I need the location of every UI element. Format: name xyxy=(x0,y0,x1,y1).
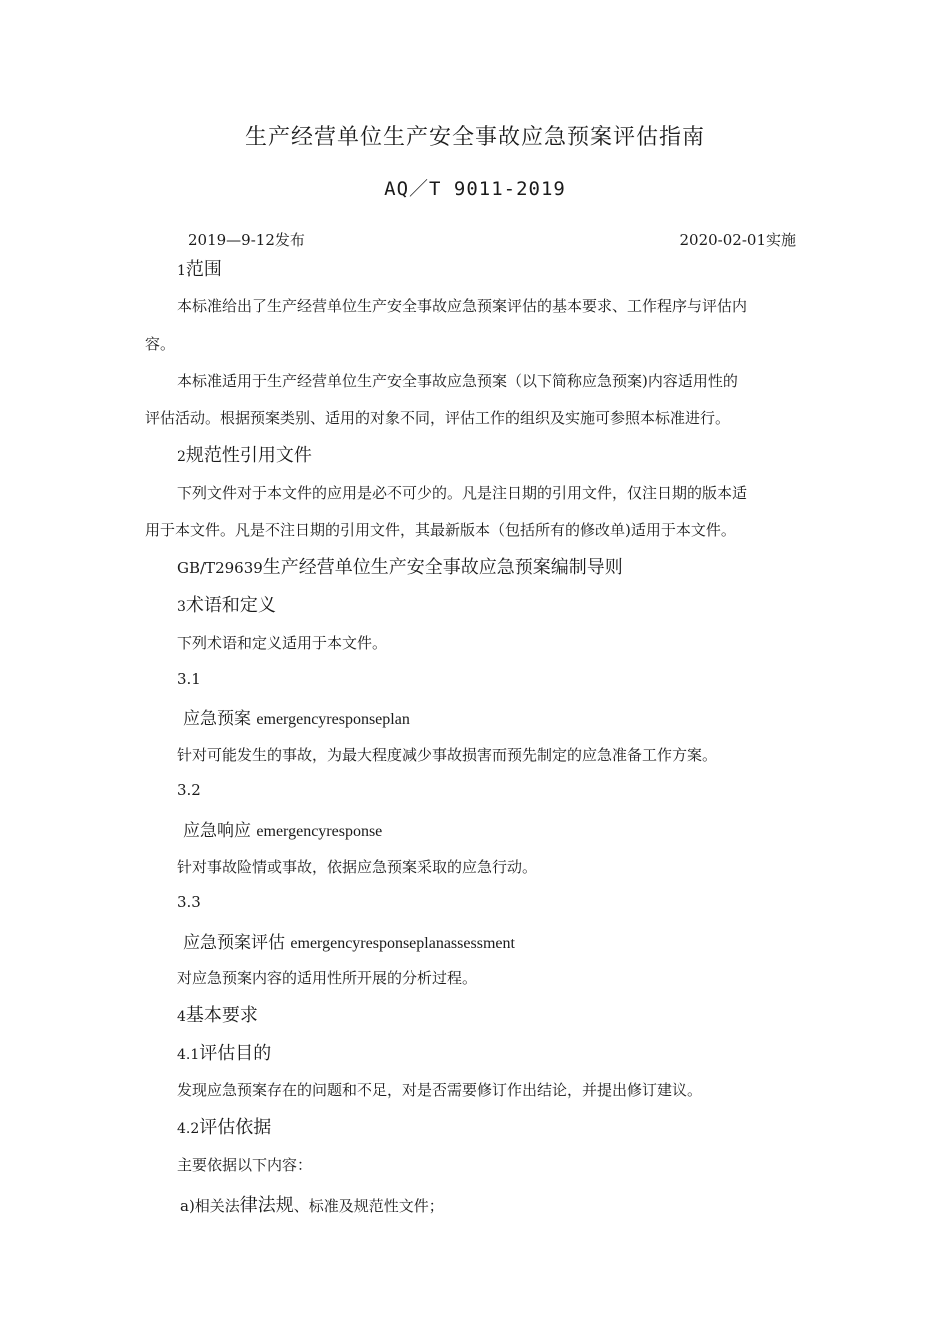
section-number: 2 xyxy=(177,449,186,465)
term-number: 3.3 xyxy=(177,893,201,911)
paragraph-line: 主要依据以下内容： xyxy=(177,1156,313,1174)
section-title: 术语和定义 xyxy=(185,595,276,616)
paragraph-line: 本标准给出了生产经营单位生产安全事故应急预案评估的基本要求、工作程序与评估内 xyxy=(177,297,748,315)
term-english: emergencyresponse xyxy=(256,823,383,840)
list-item xyxy=(180,1191,444,1217)
reference-title: 生产经营单位生产安全事故应急预案编制导则 xyxy=(262,557,623,578)
section-1-heading xyxy=(177,255,222,281)
section-4-2-heading xyxy=(177,1113,271,1139)
paragraph-line: 用于本文件。凡是不注日期的引用文件，其最新版本（包括所有的修改单)适用于本文件。 xyxy=(145,521,736,539)
section-title: 评估目的 xyxy=(199,1043,272,1064)
section-title: 评估依据 xyxy=(199,1117,272,1138)
list-item-rest: 、标准及规范性文件； xyxy=(293,1197,444,1215)
section-title: 规范性引用文件 xyxy=(185,445,312,466)
section-number: 4 xyxy=(177,1009,186,1025)
normative-reference xyxy=(177,553,623,579)
publish-date: 2019—9-12发布 xyxy=(188,231,305,249)
term-heading xyxy=(183,816,382,841)
list-item-prefix: a)相关法 xyxy=(180,1197,240,1215)
list-item-emphasis: 律法规 xyxy=(239,1195,294,1216)
implement-date: 2020-02-01实施 xyxy=(679,231,796,249)
term-chinese: 应急响应 xyxy=(183,821,251,841)
document-title: 生产经营单位生产安全事故应急预案评估指南 xyxy=(244,125,705,150)
standard-code: AQ／T 9011-2019 xyxy=(384,178,566,200)
term-english: emergencyresponseplanassessment xyxy=(290,935,515,952)
section-number: 4.1 xyxy=(177,1047,200,1063)
term-heading xyxy=(183,704,410,729)
paragraph-line: 发现应急预案存在的问题和不足，对是否需要修订作出结论，并提出修订建议。 xyxy=(177,1081,703,1099)
section-2-heading xyxy=(177,441,312,467)
section-number: 1 xyxy=(177,263,186,279)
term-definition: 对应急预案内容的适用性所开展的分析过程。 xyxy=(177,969,478,987)
section-number: 3 xyxy=(177,599,186,615)
paragraph-line: 下列文件对于本文件的应用是必不可少的。凡是注日期的引用文件，仅注日期的版本适 xyxy=(177,484,748,502)
term-definition: 针对可能发生的事故，为最大程度减少事故损害而预先制定的应急准备工作方案。 xyxy=(177,746,718,764)
section-4-1-heading xyxy=(177,1039,271,1065)
reference-code: GB/T29639 xyxy=(177,559,263,577)
term-chinese: 应急预案评估 xyxy=(183,933,285,953)
term-number: 3.2 xyxy=(177,781,201,799)
term-chinese: 应急预案 xyxy=(183,709,251,729)
paragraph-line: 评估活动。根据预案类别、适用的对象不同，评估工作的组织及实施可参照本标准进行。 xyxy=(145,409,731,427)
paragraph-line: 本标准适用于生产经营单位生产安全事故应急预案（以下简称应急预案)内容适用性的 xyxy=(177,372,738,390)
term-definition: 针对事故险情或事故，依据应急预案采取的应急行动。 xyxy=(177,858,538,876)
section-title: 基本要求 xyxy=(185,1005,258,1026)
paragraph-line: 容。 xyxy=(145,335,176,353)
paragraph-line: 下列术语和定义适用于本文件。 xyxy=(177,634,388,652)
term-heading xyxy=(183,928,515,953)
section-title: 范围 xyxy=(185,259,222,280)
section-number: 4.2 xyxy=(177,1121,200,1137)
term-english: emergencyresponseplan xyxy=(256,711,410,728)
section-4-heading xyxy=(177,1001,258,1027)
term-number: 3.1 xyxy=(177,670,201,688)
section-3-heading xyxy=(177,591,276,617)
